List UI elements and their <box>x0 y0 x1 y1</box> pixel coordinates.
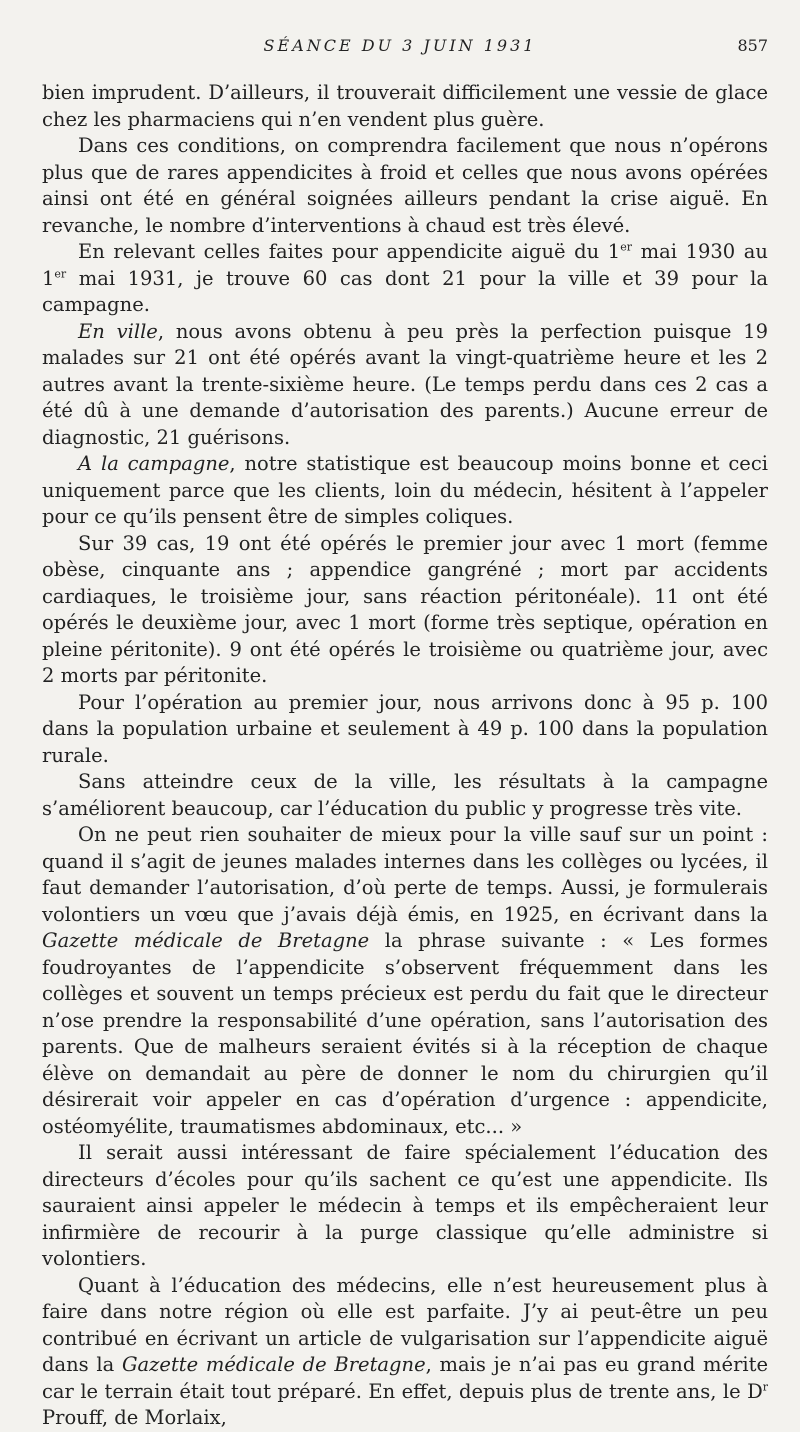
paragraph-9-post: la phrase suivante : « Les formes foudroyantes de l’appendicite s’observent fréquemment dans les collèges et souvent un temps précieux est perdu du fait que le directeur n’ose prendre la responsabilité d’une opération, sans l’autorisation des parents. Que de malheurs seraient évités si à la réception de chaque élève on demandait au père de donner le nom du chirurgien qu’il désirerait voir appeler en cas d’opération d’urgence : appendicite, ostéomyélite, traumatismes abdominaux, etc... » <box>42 929 769 1138</box>
ordinal-superscript: er <box>620 240 632 254</box>
paragraph-10 <box>42 1140 768 1273</box>
paragraph-3-pre: En relevant celles faites pour appendicite aiguë du 1 <box>78 240 621 263</box>
paragraph-6 <box>42 531 768 690</box>
paragraph-4 <box>42 319 768 452</box>
paragraph-11-mid: , mais je n’ai pas eu grand mérite car le terrain était tout préparé. En effet, depuis plus de trente ans, le D <box>42 1353 768 1403</box>
paragraph-1-text: bien imprudent. D’ailleurs, il trouverait difficilement une vessie de glace chez les pharmaciens qui n’en vendent plus guère. <box>42 81 768 131</box>
paragraph-11 <box>42 1273 768 1432</box>
paragraph-3-mid: mai 1930 au 1 <box>42 240 768 290</box>
paragraph-10-text: Il serait aussi intéressant de faire spécialement l’éducation des directeurs d’écoles pour qu’ils sachent ce qu’est une appendicite. Ils sauraient ainsi appeler le médecin à temps et ils empêcheraient leur infirmière de recourir à la purge classique qu’elle administre si volontiers. <box>42 1141 768 1270</box>
paragraph-11-pre: Quant à l’éducation des médecins, elle n’est heureusement plus à faire dans notre région où elle est parfaite. J’y ai peut-être un peu contribué en écrivant un article de vulgarisation sur l’appendicite aiguë dans la <box>42 1273 768 1376</box>
paragraph-8 <box>42 769 768 822</box>
paragraph-11-post: Prouff, de Morlaix, <box>42 1406 227 1429</box>
paragraph-5 <box>42 451 768 531</box>
page-header <box>0 36 800 58</box>
paragraph-8-text: Sans atteindre ceux de la ville, les résultats à la campagne s’améliorent beaucoup, car l’éducation du public y progresse très vite. <box>42 770 768 820</box>
title-superscript: r <box>762 1380 768 1393</box>
paragraph-7-text: Pour l’opération au premier jour, nous arrivons donc à 95 p. 100 dans la population urbaine et seulement à 49 p. 100 dans la population rurale. <box>42 690 768 767</box>
running-head: SÉANCE DU 3 JUIN 1931 <box>263 36 537 55</box>
journal-title: Gazette médicale de Bretagne <box>42 929 370 952</box>
paragraph-3-post: mai 1931, je trouve 60 cas dont 21 pour la ville et 39 pour la campagne. <box>42 266 768 316</box>
paragraph-4-italic-lead: En ville <box>78 319 158 343</box>
paragraph-2-text: Dans ces conditions, on comprendra facilement que nous n’opérons plus que de rares appendicites à froid et celles que nous avons opérées ainsi ont été en général soignées ailleurs pendant la crise aiguë. En revanche, le nombre d’interventions à chaud est très élevé. <box>42 134 768 237</box>
body-text <box>42 80 768 1432</box>
paragraph-4-text: , nous avons obtenu à peu près la perfection puisque 19 malades sur 21 ont été opérés avant la vingt-quatrième heure et les 2 autres avant la trente-sixième heure. (Le temps perdu dans ces 2 cas a été dû à une demande d’autorisation des parents.) Aucune erreur de diagnostic, 21 guérisons. <box>42 319 768 449</box>
paragraph-9 <box>42 822 768 1140</box>
journal-title: Gazette médicale de Bretagne <box>121 1353 426 1376</box>
ordinal-superscript: er <box>54 267 67 280</box>
paragraph-3 <box>42 239 768 319</box>
paragraph-7 <box>42 690 768 770</box>
paragraph-5-italic-lead: A la campagne <box>78 452 230 475</box>
paragraph-5-text: , notre statistique est beaucoup moins bonne et ceci uniquement parce que les clients, loin du médecin, hésitent à l’appeler pour ce qu’ils pensent être de simples coliques. <box>42 452 768 528</box>
paragraph-2 <box>42 133 768 239</box>
paragraph-9-pre: On ne peut rien souhaiter de mieux pour la ville sauf sur un point : quand il s’agit de jeunes malades internes dans les collèges ou lycées, il faut demander l’autorisation, d’où perte de temps. Aussi, je formulerais volontiers un vœu que j’avais déjà émis, en 1925, en écrivant dans la <box>42 823 768 926</box>
page-number: 857 <box>737 36 768 55</box>
paragraph-1 <box>42 80 768 133</box>
paragraph-6-text: Sur 39 cas, 19 ont été opérés le premier jour avec 1 mort (femme obèse, cinquante ans ; appendice gangréné ; mort par accidents cardiaques, le troisième jour, sans réaction péritonéale). 11 ont été opérés le deuxième jour, avec 1 mort (forme très septique, opération en pleine péritonite). 9 ont été opérés le troisième ou quatrième jour, avec 2 morts par péritonite. <box>42 531 768 687</box>
